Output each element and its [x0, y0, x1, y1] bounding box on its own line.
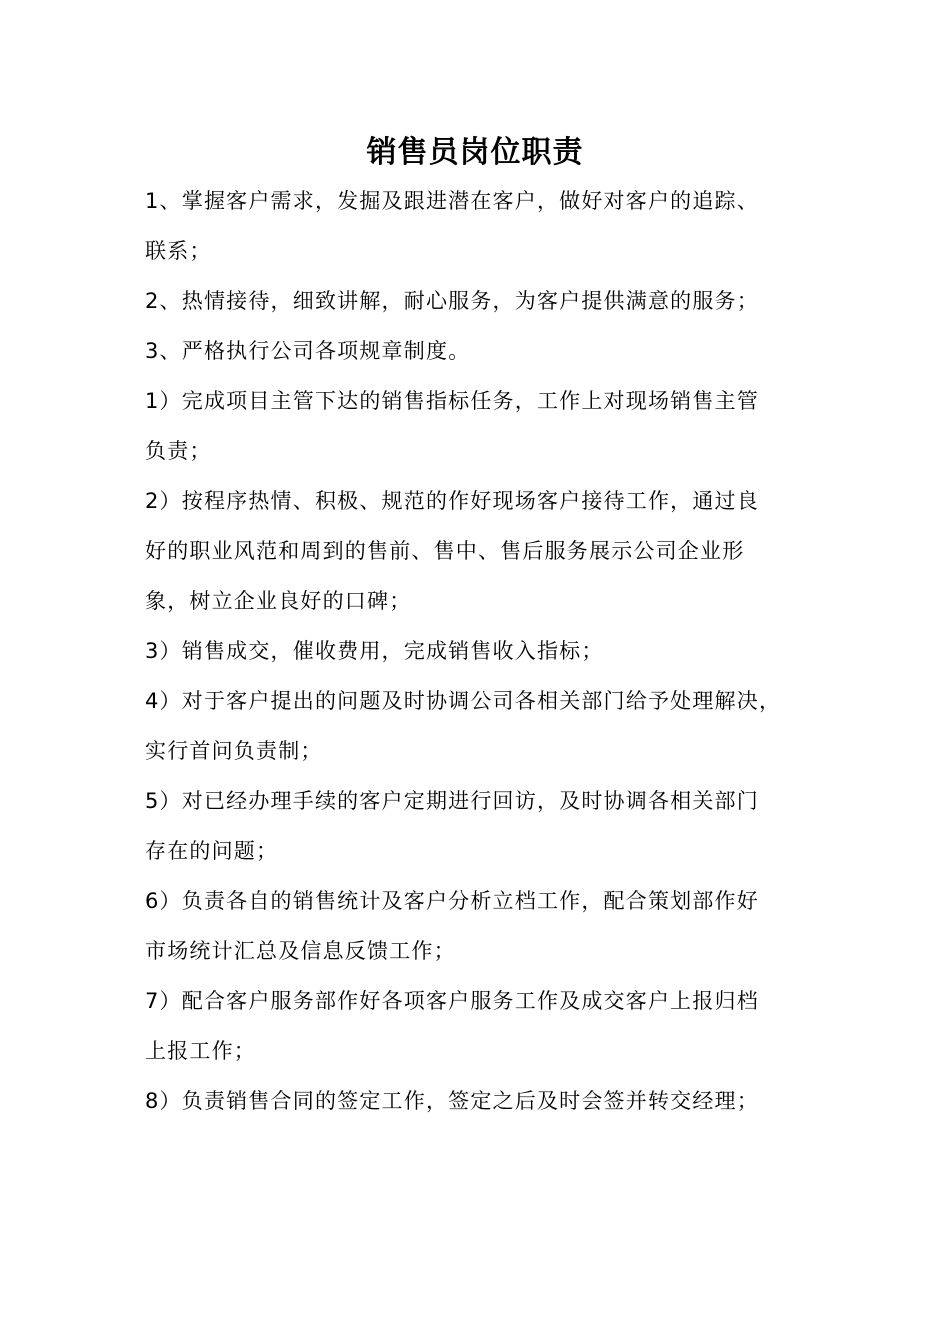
text-line: 实行首问负责制； [145, 739, 323, 763]
text-line: 2）按程序热情、积极、规范的作好现场客户接待工作，通过良 [145, 489, 759, 513]
text-line: 好的职业风范和周到的售前、售中、售后服务展示公司企业形 [145, 539, 745, 563]
text-line: 5）对已经办理手续的客户定期进行回访，及时协调各相关部门 [145, 789, 759, 813]
text-line: 1）完成项目主管下达的销售指标任务，工作上对现场销售主管 [145, 389, 759, 413]
text-line: 联系； [145, 239, 212, 263]
document-body [145, 176, 835, 1126]
text-line: 市场统计汇总及信息反馈工作； [145, 939, 456, 963]
text-line: 存在的问题； [145, 839, 279, 863]
text-line: 象，树立企业良好的口碑； [145, 589, 412, 613]
text-line: 上报工作； [145, 1039, 256, 1063]
text-line: 3）销售成交，催收费用，完成销售收入指标； [145, 639, 604, 663]
text-line: 6）负责各自的销售统计及客户分析立档工作，配合策划部作好 [145, 889, 759, 913]
text-line: 负责； [145, 439, 212, 463]
text-line: 1、掌握客户需求，发掘及跟进潜在客户，做好对客户的追踪、 [145, 189, 759, 213]
text-line: 2、热情接待，细致讲解，耐心服务，为客户提供满意的服务； [145, 289, 759, 313]
text-line: 8）负责销售合同的签定工作，签定之后及时会签并转交经理； [145, 1089, 759, 1113]
text-line: 4）对于客户提出的问题及时协调公司各相关部门给予处理解决， [145, 689, 782, 713]
text-line: 3、严格执行公司各项规章制度。 [145, 339, 471, 363]
text-line: 7）配合客户服务部作好各项客户服务工作及成交客户上报归档 [145, 989, 759, 1013]
page-title: 销售员岗位职责 [366, 135, 584, 170]
